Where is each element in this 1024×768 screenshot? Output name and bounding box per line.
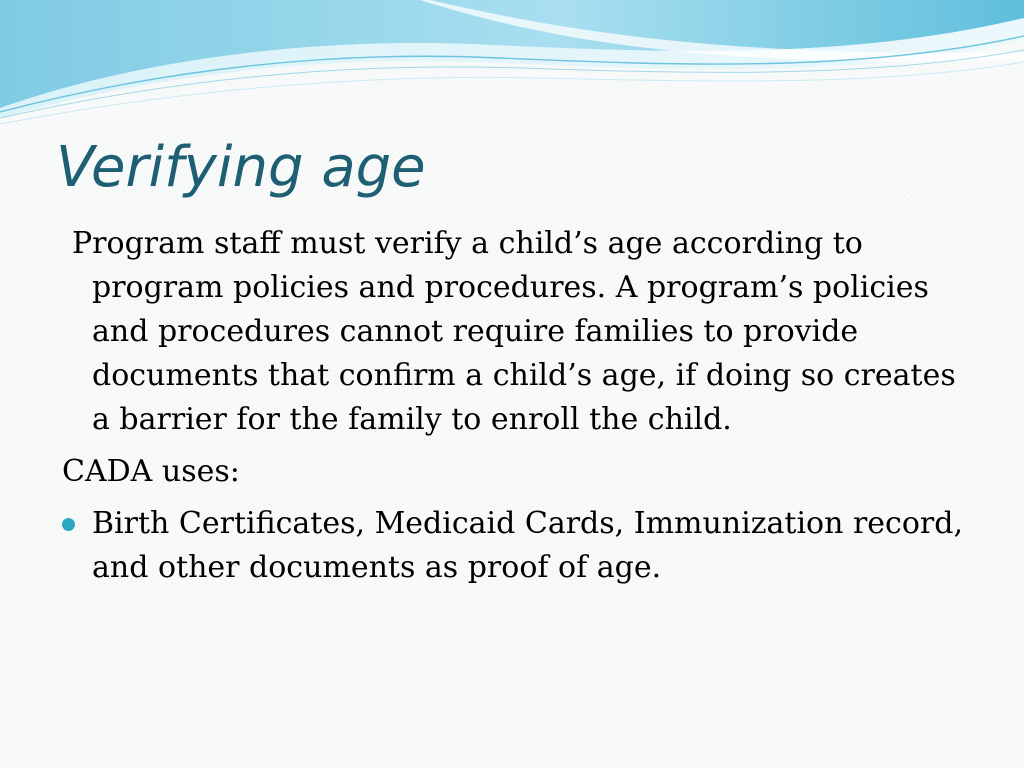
slide-title: Verifying age xyxy=(56,135,426,200)
bullet-dot-icon xyxy=(62,518,75,531)
intro-paragraph: Program staff must verify a child’s age according to program policies and procedures. A program’s policies and procedures cannot require families to provide documents that confirm a child’s age, if doing so creates a barrier for the family to enroll the child. xyxy=(72,226,956,437)
slide-body xyxy=(62,222,982,590)
bullet-item xyxy=(62,502,982,590)
bullet-text: Birth Certificates, Medicaid Cards, Immunization record, and other documents as proof of age. xyxy=(92,506,963,585)
wave-header-decoration xyxy=(0,0,1024,130)
lead-in-text: CADA uses: xyxy=(62,454,240,489)
